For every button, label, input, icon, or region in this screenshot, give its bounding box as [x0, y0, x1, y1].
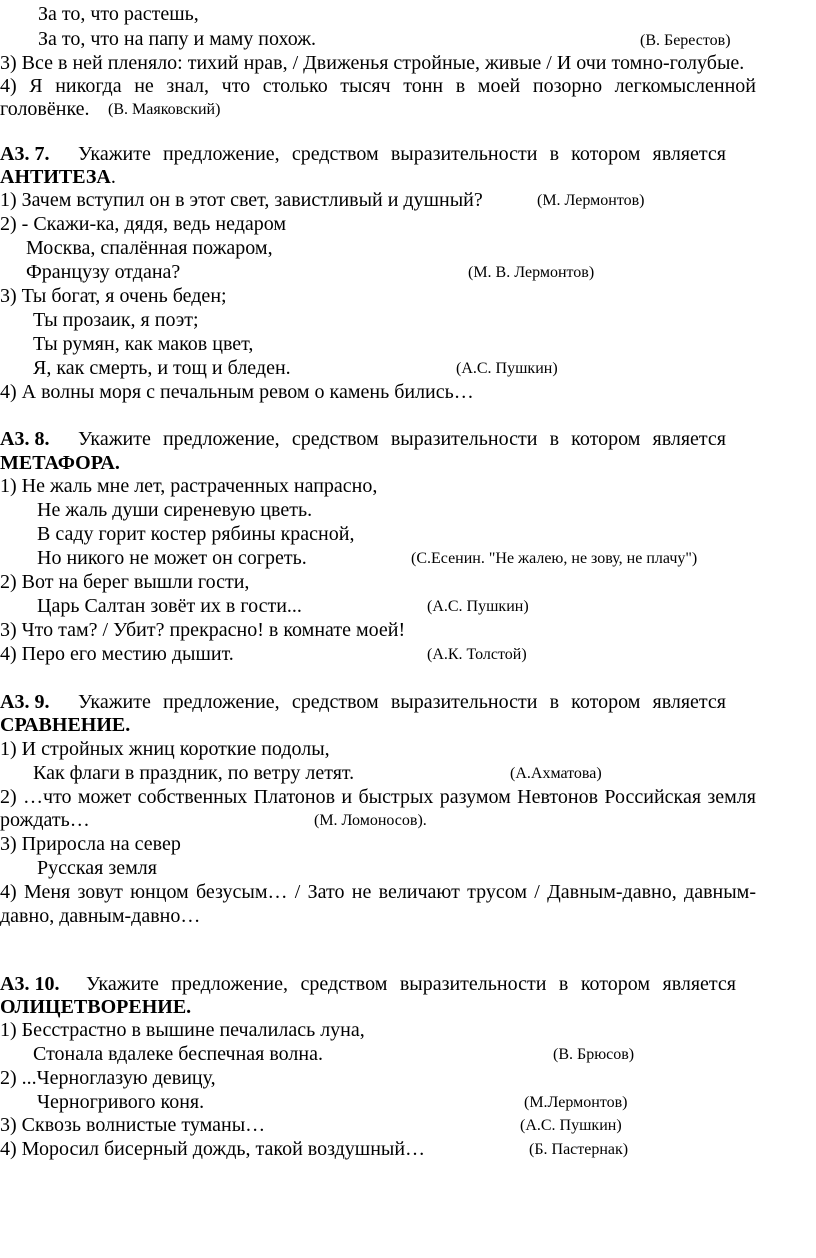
question-text: Укажите предложение, средством выразительности в котором является: [78, 143, 726, 165]
option-line: Не жаль души сиреневую цветь.: [37, 499, 313, 521]
option-line: Черногривого коня.: [37, 1091, 205, 1113]
question-heading: [0, 690, 49, 714]
option-item: 2) Вот на берег вышли гости,: [0, 571, 250, 593]
question-term: МЕТАФОРА.: [0, 452, 120, 474]
option-item: 1) Не жаль мне лет, растраченных напрасно,: [0, 475, 378, 497]
question-number: А3. 10.: [0, 973, 60, 995]
source-attribution: (В. Брюсов): [553, 1046, 635, 1063]
option-item: головёнке.: [0, 98, 90, 120]
option-item: 4) Моросил бисерный дождь, такой воздушный…: [0, 1138, 426, 1160]
option-item: 2) …что может собственных Платонов и быстрых разумом Невтонов Российская земля: [0, 786, 756, 808]
source-attribution: (М. В. Лермонтов): [468, 264, 595, 281]
poem-line: За то, что растешь,: [38, 3, 199, 25]
option-item: 4) Я никогда не знал, что столько тысяч тонн в моей позорно легкомысленной: [0, 75, 756, 97]
option-item: 3) Сквозь волнистые туманы…: [0, 1114, 266, 1136]
source-attribution: (М. Лермонтов): [537, 192, 645, 209]
question-heading: [0, 427, 49, 451]
option-line: Как флаги в праздник, по ветру летят.: [33, 762, 355, 784]
option-item: 3) Ты богат, я очень беден;: [0, 285, 227, 307]
source-attribution: (А.Ахматова): [510, 765, 602, 782]
source-attribution: (А.С. Пушкин): [456, 360, 558, 377]
source-attribution: (М.Лермонтов): [524, 1094, 628, 1111]
option-item: 3) Приросла на север: [0, 833, 181, 855]
question-text: Укажите предложение, средством выразительности в котором является: [78, 691, 726, 713]
question-term: СРАВНЕНИЕ.: [0, 714, 131, 736]
source-attribution: (М. Ломоносов).: [314, 812, 427, 829]
option-item: 1) И стройных жниц короткие подолы,: [0, 738, 330, 760]
question-text: Укажите предложение, средством выразительности в котором является: [78, 428, 726, 450]
option-item: 3) Что там? / Убит? прекрасно! в комнате моей!: [0, 619, 406, 641]
source-attribution: (А.К. Толстой): [427, 646, 527, 663]
option-line: Я, как смерть, и тощ и бледен.: [33, 357, 291, 379]
source-attribution: (Б. Пастернак): [529, 1141, 629, 1158]
option-line: рождать…: [0, 809, 90, 831]
option-line: Ты прозаик, я поэт;: [33, 309, 199, 331]
option-line: Ты румян, как маков цвет,: [33, 333, 254, 355]
option-item: 4) Меня зовут юнцом безусым… / Зато не величают трусом / Давным-давно, давным-: [0, 881, 756, 903]
option-item: 4) Перо его местию дышит.: [0, 643, 234, 665]
question-heading: [0, 972, 59, 996]
option-line: давно, давным-давно…: [0, 905, 201, 927]
question-term: АНТИТЕЗА.: [0, 166, 116, 188]
question-number: А3. 7.: [0, 143, 50, 165]
source-attribution: (В. Маяковский): [108, 101, 221, 118]
option-line: Москва, спалённая пожаром,: [26, 237, 273, 259]
source-attribution: (А.С. Пушкин): [427, 598, 529, 615]
option-item: 1) Зачем вступил он в этот свет, завистливый и душный?: [0, 189, 483, 211]
option-line: Царь Салтан зовёт их в гости...: [37, 595, 302, 617]
option-item: 2) - Скажи-ка, дядя, ведь недаром: [0, 213, 287, 235]
option-item: 3) Все в ней пленяло: тихий нрав, / Движенья стройные, живые / И очи томно-голубые.: [0, 52, 745, 74]
option-line: Русская земля: [37, 857, 157, 879]
question-term: ОЛИЦЕТВОРЕНИЕ.: [0, 996, 192, 1018]
option-line: Но никого не может он согреть.: [37, 547, 307, 569]
option-item: 2) ...Черноглазую девицу,: [0, 1067, 216, 1089]
option-item: 1) Бесстрастно в вышине печалилась луна,: [0, 1019, 365, 1041]
question-number: А3. 9.: [0, 691, 50, 713]
source-attribution: (С.Есенин. "Не жалею, не зову, не плачу"): [411, 550, 698, 567]
question-number: А3. 8.: [0, 428, 50, 450]
option-line: Французу отдана?: [26, 261, 181, 283]
question-heading: [0, 142, 49, 166]
option-item: 4) А волны моря с печальным ревом о камень бились…: [0, 381, 474, 403]
source-attribution: (А.С. Пушкин): [520, 1117, 622, 1134]
poem-line: За то, что на папу и маму похож.: [38, 28, 317, 50]
option-line: Стонала вдалеке беспечная волна.: [33, 1043, 323, 1065]
source-attribution: (В. Берестов): [640, 32, 731, 49]
question-text: Укажите предложение, средством выразительности в котором является: [86, 973, 736, 995]
option-line: В саду горит костер рябины красной,: [37, 523, 355, 545]
